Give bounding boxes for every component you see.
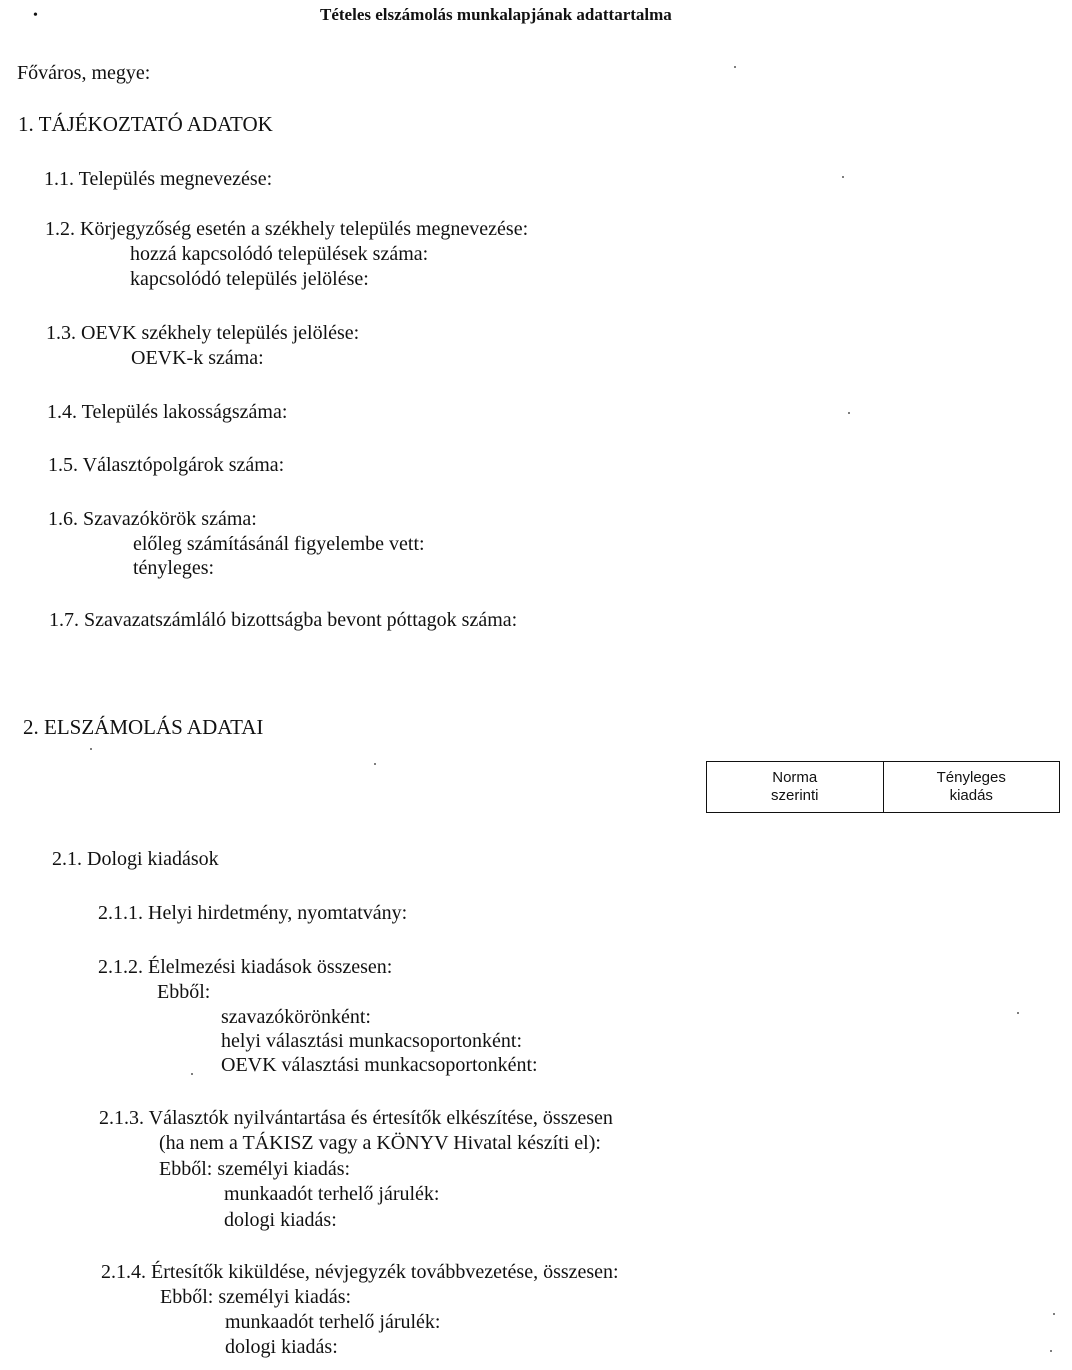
item-1-3: 1.3. OEVK székhely település jelölése: (46, 322, 360, 344)
item-2-1-4-sub-personal: Ebből: személyi kiadás: (160, 1286, 352, 1308)
scan-speck (1017, 1012, 1019, 1014)
item-2-1-4: 2.1.4. Értesítők kiküldése, névjegyzék továbbvezetése, összesen: (101, 1261, 619, 1283)
item-1-6: 1.6. Szavazókörök száma: (48, 508, 257, 530)
column-header-actual (883, 762, 1060, 812)
subsection-2-1-heading: 2.1. Dologi kiadások (52, 848, 219, 870)
item-1-2: 1.2. Körjegyzőség esetén a székhely település megnevezése: (45, 218, 529, 240)
section-2-heading: 2. ELSZÁMOLÁS ADATAI (23, 715, 264, 739)
item-2-1-3-paren: (ha nem a TÁKISZ vagy a KÖNYV Hivatal készíti el): (159, 1132, 601, 1154)
scan-speck (1050, 1350, 1052, 1352)
scan-speck (374, 763, 376, 765)
item-2-1-3: 2.1.3. Választók nyilvántartása és értesítők elkészítése, összesen (99, 1107, 613, 1129)
item-1-7: 1.7. Szavazatszámláló bizottságba bevont póttagok száma: (49, 609, 518, 631)
scan-speck (90, 748, 92, 750)
item-2-1-1: 2.1.1. Helyi hirdetmény, nyomtatvány: (98, 902, 408, 924)
column-header-actual-line2: kiadás (949, 787, 993, 804)
scan-speck (734, 66, 736, 68)
item-2-1-2-sub-oevk: OEVK választási munkacsoportonként: (221, 1054, 538, 1076)
scan-speck (1053, 1313, 1055, 1315)
item-2-1-2: 2.1.2. Élelmezési kiadások összesen: (98, 956, 393, 978)
item-2-1-3-sub-personal: Ebből: személyi kiadás: (159, 1158, 351, 1180)
expense-column-header-table (706, 761, 1060, 813)
scan-speck (191, 1073, 193, 1075)
column-header-norm-line2: szerinti (770, 787, 819, 804)
item-1-3-sub-count: OEVK-k száma: (131, 347, 264, 369)
column-header-norm (707, 762, 883, 812)
scan-speck (848, 412, 850, 414)
item-1-6-sub-actual: tényleges: (133, 557, 215, 579)
item-1-1: 1.1. Település megnevezése: (44, 168, 273, 190)
item-2-1-4-sub-contribution: munkaadót terhelő járulék: (225, 1311, 441, 1333)
item-1-2-sub-count: hozzá kapcsolódó települések száma: (130, 243, 429, 265)
item-1-6-sub-advance: előleg számításánál figyelembe vett: (133, 533, 425, 555)
item-2-1-4-sub-material: dologi kiadás: (225, 1336, 338, 1358)
item-1-4: 1.4. Település lakosságszáma: (47, 401, 288, 423)
document-title: Tételes elszámolás munkalapjának adattartalma (320, 5, 672, 24)
item-1-5: 1.5. Választópolgárok száma: (48, 454, 285, 476)
item-2-1-2-sub-precinct: szavazókörönként: (221, 1006, 371, 1028)
bullet-mark: • (33, 8, 38, 23)
item-2-1-3-sub-contribution: munkaadót terhelő járulék: (224, 1183, 440, 1205)
county-label: Főváros, megye: (17, 62, 151, 84)
item-2-1-3-sub-material: dologi kiadás: (224, 1209, 337, 1231)
column-header-norm-line1: Norma (772, 769, 818, 786)
section-1-heading: 1. TÁJÉKOZTATÓ ADATOK (18, 112, 273, 136)
column-header-actual-line1: Tényleges (936, 769, 1006, 786)
item-2-1-2-sub-local: helyi választási munkacsoportonként: (221, 1030, 523, 1052)
scan-speck (842, 176, 844, 178)
item-1-2-sub-mark: kapcsolódó település jelölése: (130, 268, 369, 290)
item-2-1-2-ebbol: Ebből: (157, 981, 211, 1003)
